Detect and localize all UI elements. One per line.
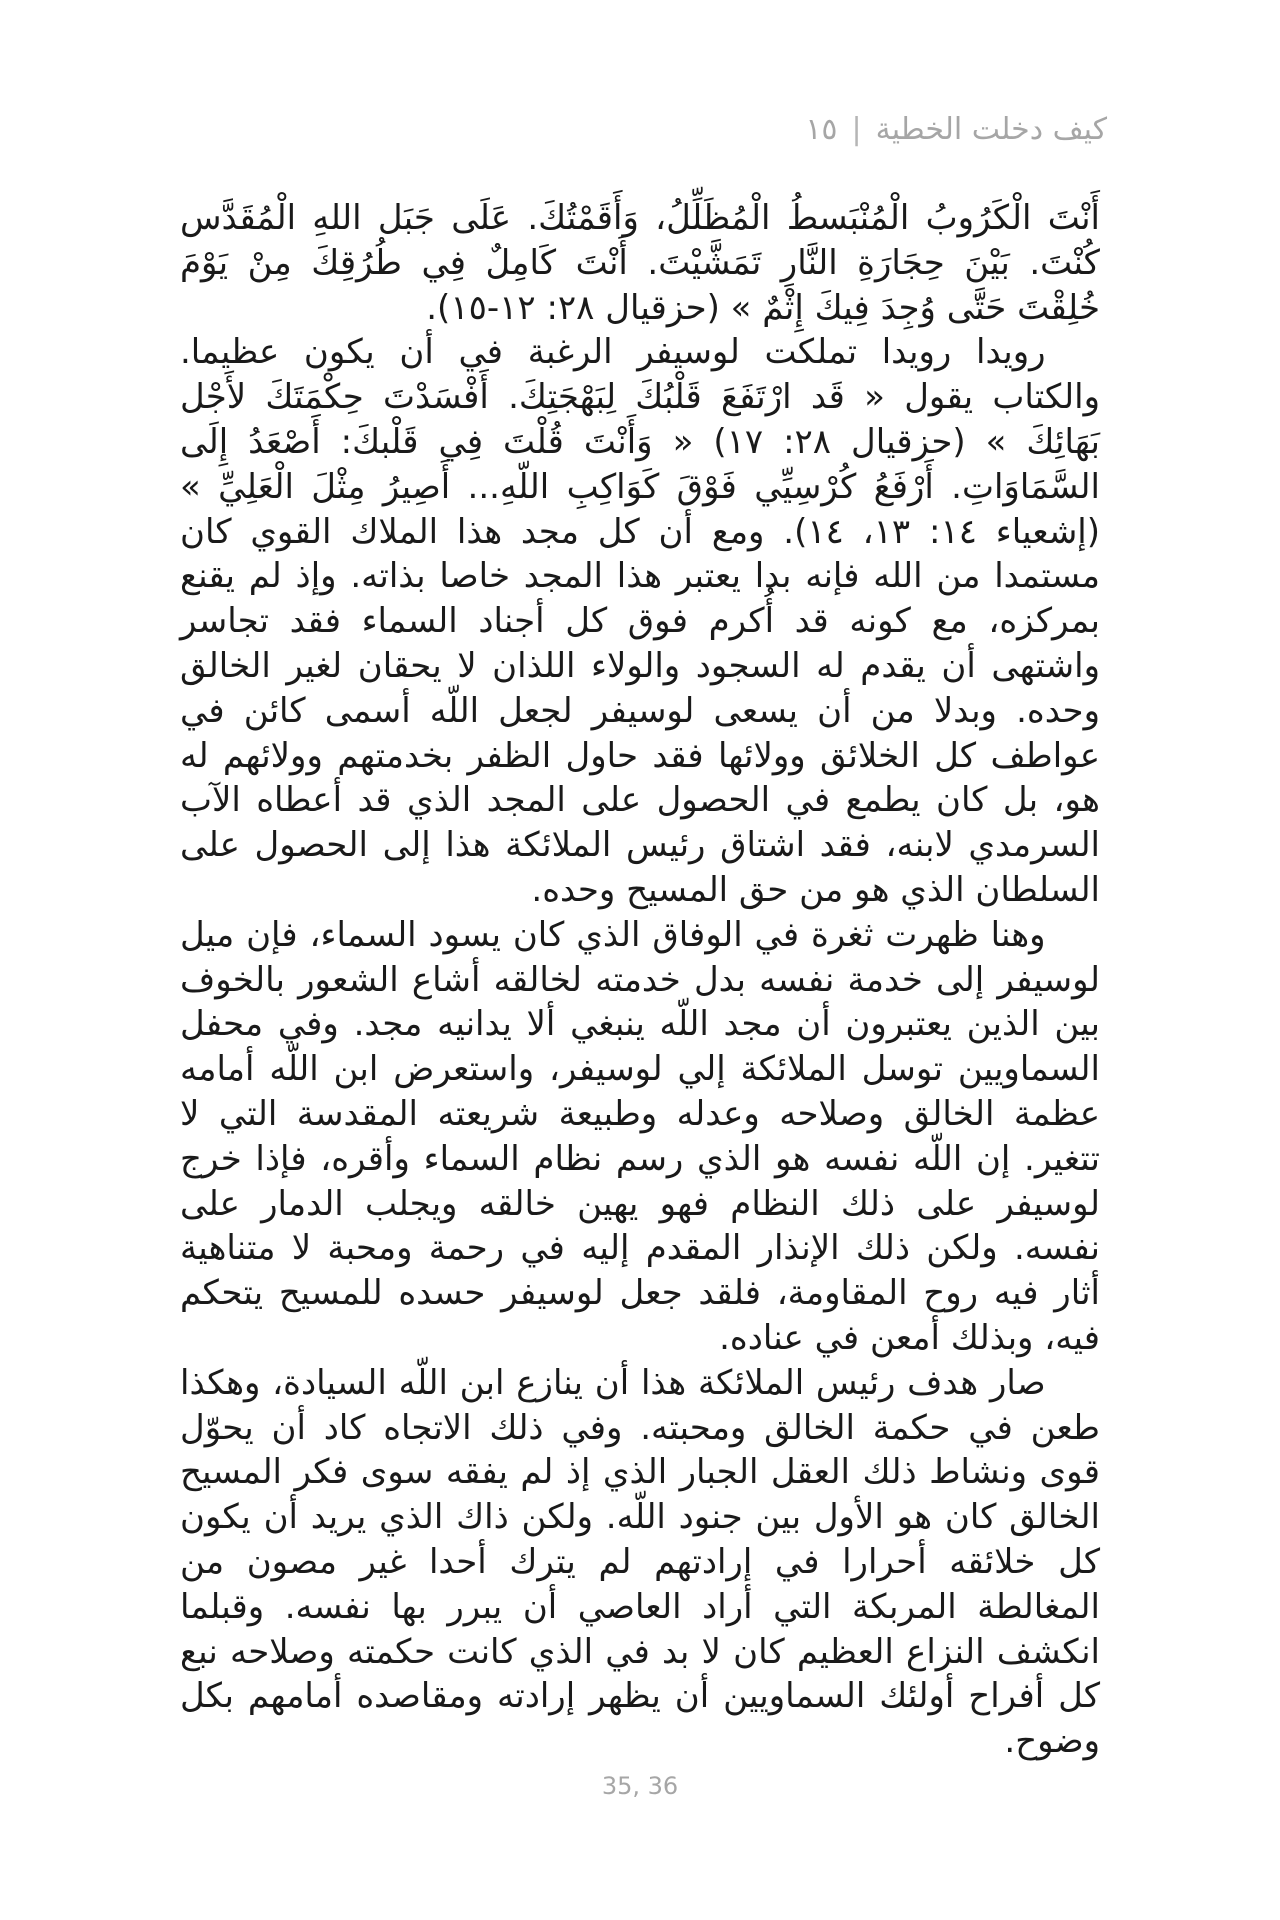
running-header: [805, 112, 1107, 147]
paragraph: صار هدف رئيس الملائكة هذا أن ينازع ابن اللّه السيادة، وهكذا طعن في حكمة الخالق ومحبته. وفي ذلك الاتجاه كاد أن يحوّل قوى ونشاط ذلك العقل الجبار الذي إذ لم يفقه سوى فكر المسيح الخالق كان هو الأول بين جنود اللّه. ولكن ذاك الذي يريد أن يكون كل خلائقه أحرارا في إرادتهم لم يترك أحدا غير مصون من المغالطة المربكة التي أراد العاصي أن يبرر بها نفسه. وقبلما انكشف النزاع العظيم كان لا بد في الذي كانت حكمته وصلاحه نبع كل أفراح أولئك السماويين أن يظهر إرادته ومقاصده أمامهم بكل وضوح.: [180, 1362, 1100, 1762]
paragraph: وهنا ظهرت ثغرة في الوفاق الذي كان يسود السماء، فإن ميل لوسيفر إلى خدمة نفسه بدل خدمته لخالقه أشاع الشعور بالخوف بين الذين يعتبرون أن مجد اللّه ينبغي ألا يدانيه مجد. وفي محفل السماويين توسل الملائكة إلي لوسيفر، واستعرض ابن اللّه أمامه عظمة الخالق وصلاحه وعدله وطبيعة شريعته المقدسة التي لا تتغير. إن اللّه نفسه هو الذي رسم نظام السماء وأقره، فإذا خرج لوسيفر على ذلك النظام فهو يهين خالقه ويجلب الدمار على نفسه. ولكن ذلك الإنذار المقدم إليه في رحمة ومحبة لا متناهية أثار فيه روح المقاومة، فلقد جعل لوسيفر حسده للمسيح يتحكم فيه، وبذلك أمعن في عناده.: [180, 914, 1100, 1358]
paragraph: رويدا رويدا تملكت لوسيفر الرغبة في أن يكون عظيما. والكتاب يقول « قَد ارْتَفَعَ قَلْبُكَ لِبَهْجَتِكَ. أَفْسَدْتَ حِكْمَتَكَ لأَجْل بَهَائِكَ » (حزقيال ٢٨: ١٧) « وَأَنْتَ قُلْتَ فِي قَلْبكَ: أَصْعَدُ إِلَى السَّمَاوَاتِ. أَرْفَعُ كُرْسِيِّي فَوْقَ كَوَاكِبِ اللّهِ... أَصِيرُ مِثْلَ الْعَلِيِّ » (إشعياء ١٤: ١٣، ١٤). ومع أن كل مجد هذا الملاك القوي كان مستمدا من الله فإنه بدا يعتبر هذا المجد خاصا بذاته. وإذ لم يقنع بمركزه، مع كونه قد أُكرم فوق كل أجناد السماء فقد تجاسر واشتهى أن يقدم له السجود والولاء اللذان لا يحقان لغير الخالق وحده. وبدلا من أن يسعى لوسيفر لجعل اللّه أسمى كائن في عواطف كل الخلائق وولائها فقد حاول الظفر بخدمتهم وولائهم له هو، بل كان يطمع في الحصول على المجد الذي قد أعطاه الآب السرمدي لابنه، فقد اشتاق رئيس الملائكة هذا إلى الحصول على السلطان الذي هو من حق المسيح وحده.: [180, 332, 1101, 910]
source-page-reference: 35, 36: [601, 1772, 679, 1800]
header-separator: |: [851, 112, 862, 147]
chapter-title: كيف دخلت الخطية: [875, 112, 1107, 147]
page-number: ١٥: [805, 112, 838, 147]
body-text: [180, 196, 1101, 1762]
paragraph-quote-continuation: أَنْتَ الْكَرُوبُ الْمُنْبَسطُ الْمُظَلِّلُ، وَأَقَمْتُكَ. عَلَى جَبَل اللهِ الْمُقَدَّس كُنْتَ. بَيْنَ حِجَارَةِ النَّارِ تَمَشَّيْتَ. أَنْتَ كَامِلٌ فِي طُرُقِكَ مِنْ يَوْمَ خُلِقْتَ حَتَّى وُجِدَ فِيكَ إِثْمٌ » (حزقيال ٢٨: ١٢-١٥).: [180, 198, 1100, 328]
